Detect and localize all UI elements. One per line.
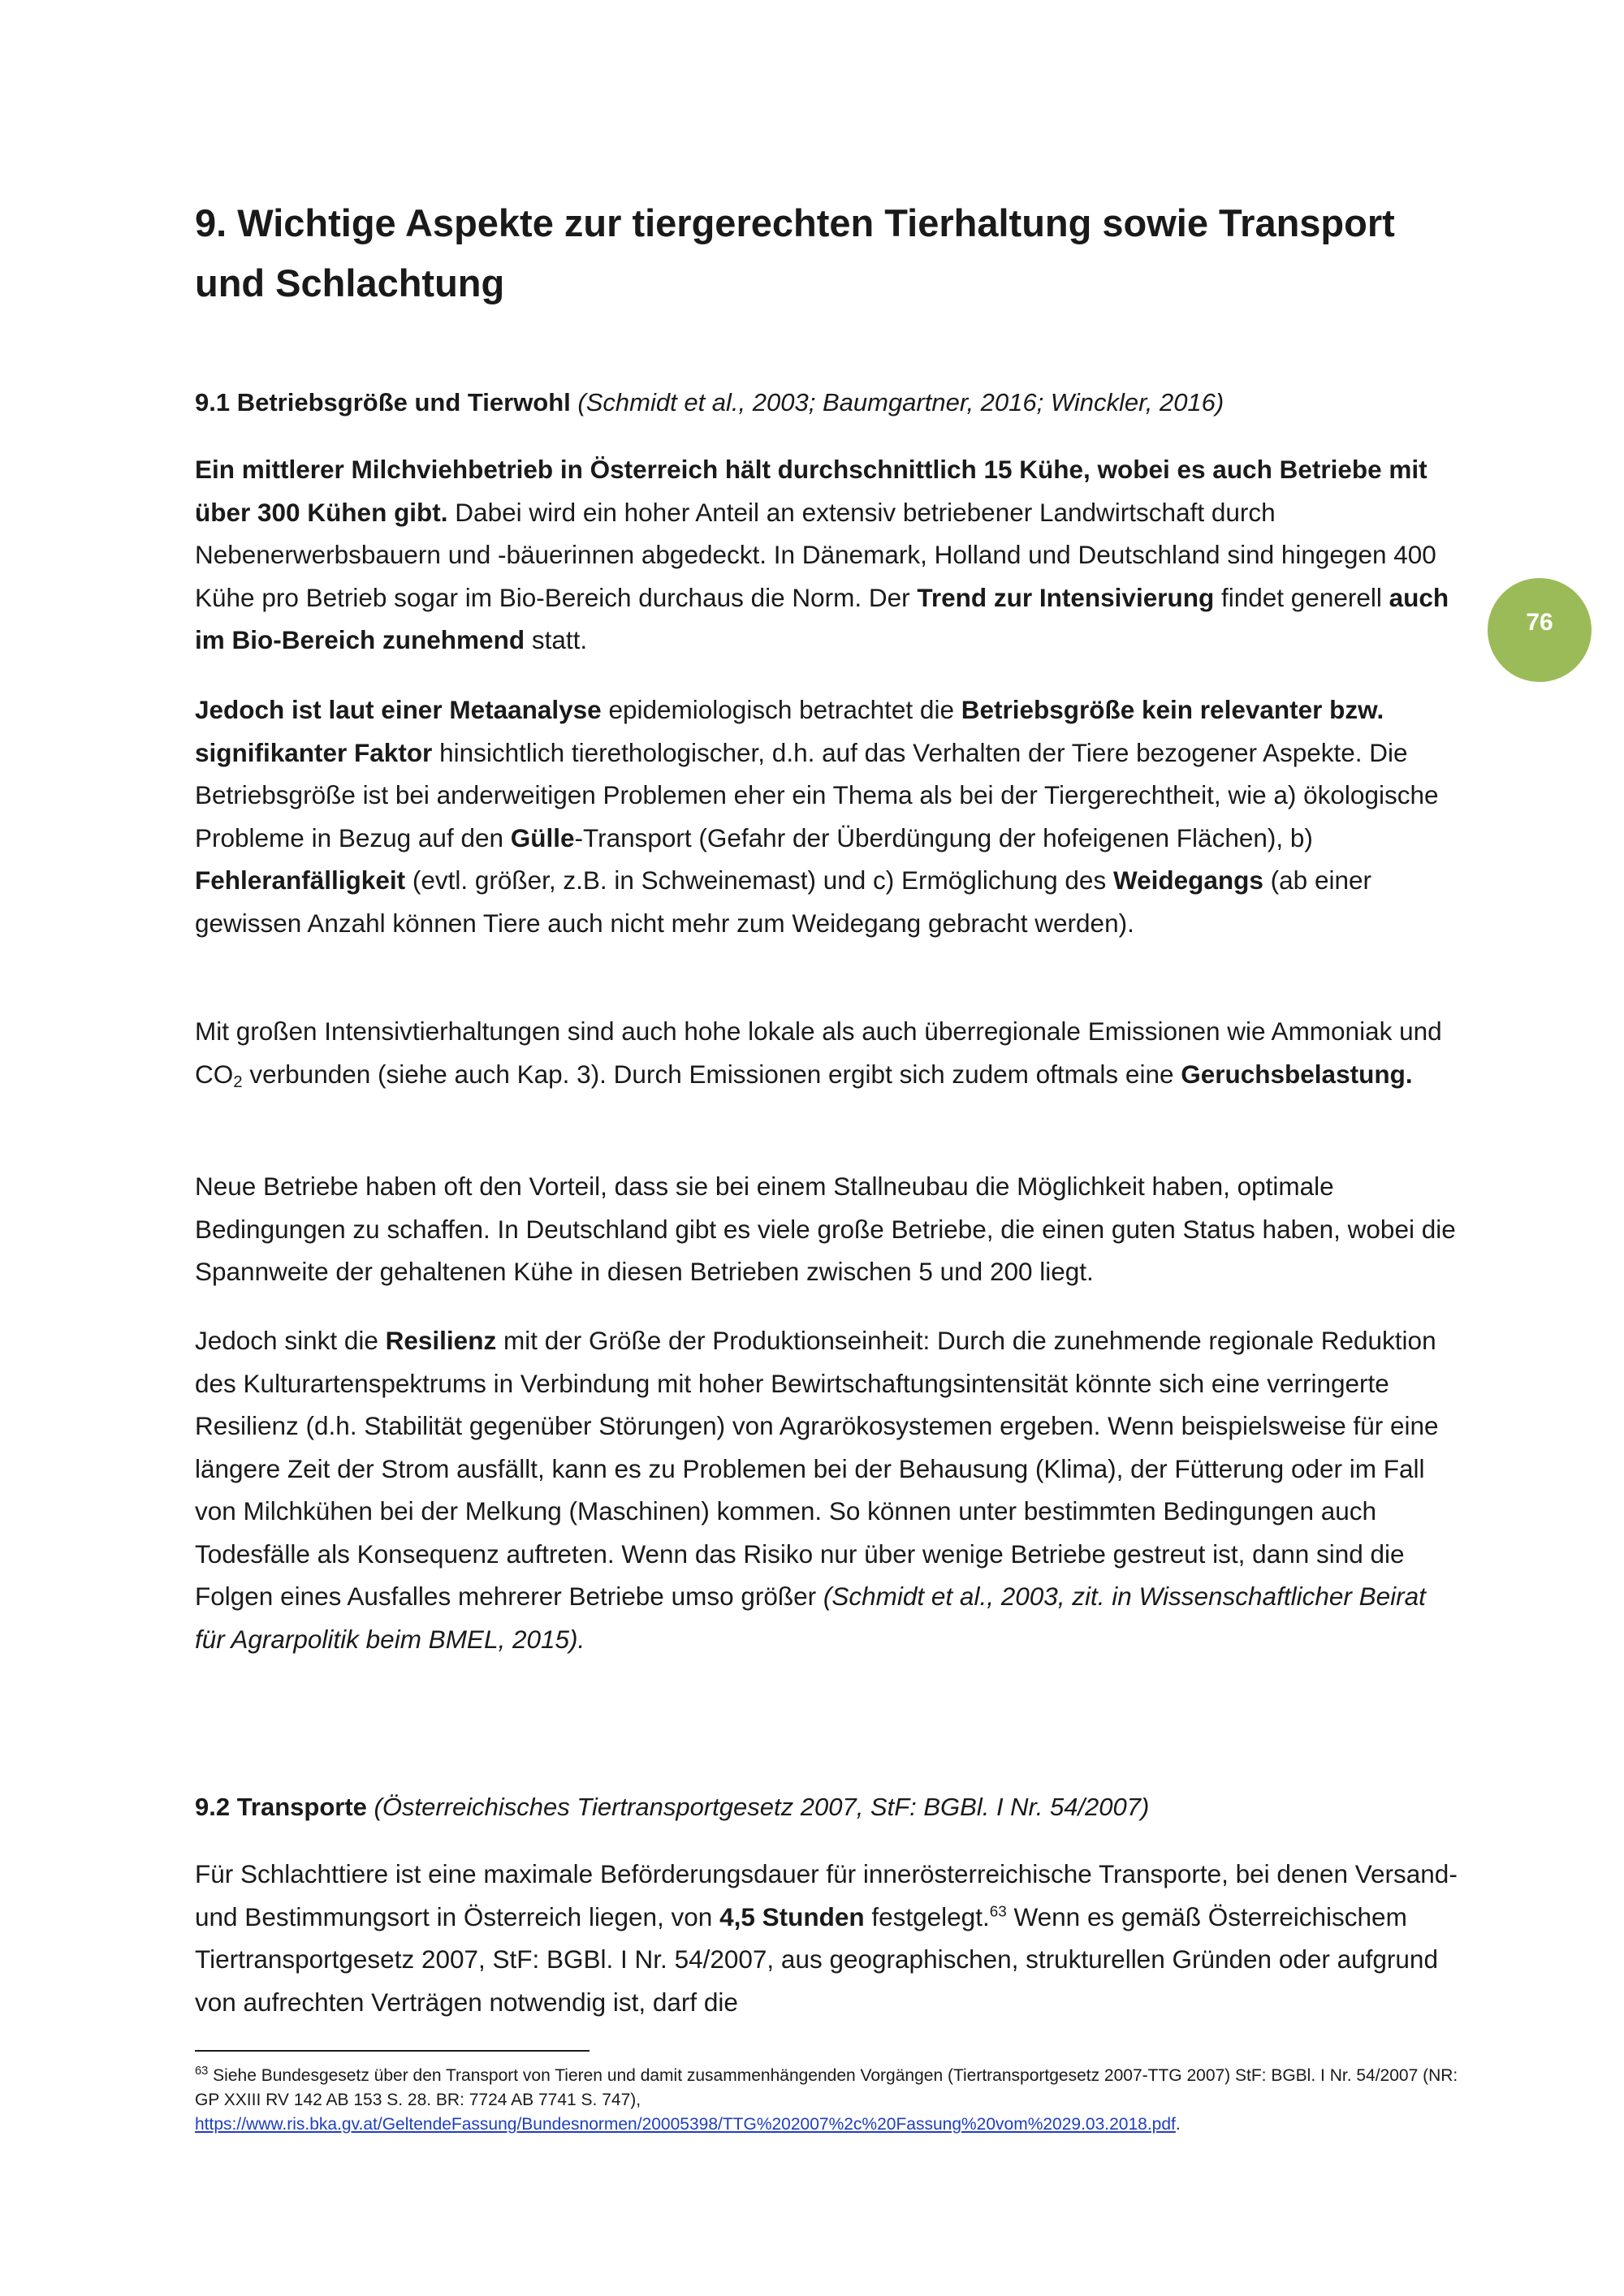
body-text: mit der Größe der Produktionseinheit: Durch die zunehmende regionale Reduktion des Kulturartenspektrums in Verbindung mit hoher Bewirtschaftungsintensität könnte sich eine verringerte Resilienz (d.h. Stabilität gegenüber Störungen) von Agrarökosystemen ergeben. Wenn beispielsweise für eine längere Zeit der Strom ausfällt, kann es zu Problemen bei der Behausung (Klima), der Fütterung oder im Fall von Milchkühen bei der Melkung (Maschinen) kommen. So können unter bestimmten Bedingungen auch Todesfälle als Konsequenz auftreten. Wenn das Risiko nur über wenige Betriebe gestreut ist, dann sind die Folgen eines Ausfalles mehrerer Betriebe umso größer xyxy=(195,1326,1439,1611)
page-number-badge xyxy=(1488,578,1592,682)
body-text: Wenn es gemäß Österreichischem Tiertransportgesetz 2007, StF: BGBl. I Nr. 54/2007, aus geographischen, strukturellen Gründen oder aufgrund von aufrechten Verträgen notwendig ist, darf die xyxy=(195,1901,1438,2017)
bold-text: auch im Bio-Bereich zunehmend xyxy=(195,582,1449,654)
body-text: (evtl. größer, z.B. in Schweinemast) und c) Ermöglichung des xyxy=(405,865,1113,895)
body-text: hinsichtlich tierethologischer, d.h. auf das Verhalten der Tiere bezogener Aspekte. Die Betriebsgröße ist bei anderweitigen Problemen eher ein Thema als bei der Tiergerechtheit, wie a) ökologische Probleme in Bezug auf den xyxy=(195,737,1439,852)
paragraph-betriebsgroesse xyxy=(195,448,1462,662)
body-text: findet generell xyxy=(1214,582,1389,612)
section-9-2-title: 9.2 Transporte xyxy=(195,1793,367,1821)
bold-text: Fehleranfälligkeit xyxy=(195,865,406,895)
footnote-63 xyxy=(195,2064,1462,2137)
section-9-2-heading xyxy=(195,1786,1149,1828)
body-text: verbunden (siehe auch Kap. 3). Durch Emissionen ergibt sich zudem oftmals eine xyxy=(242,1059,1181,1089)
paragraph-metaanalyse xyxy=(195,688,1462,944)
section-9-1-title: 9.1 Betriebsgröße und Tierwohl xyxy=(195,388,571,416)
bold-text: Weidegangs xyxy=(1112,865,1263,895)
section-9-1-citation: (Schmidt et al., 2003; Baumgartner, 2016; Winckler, 2016) xyxy=(577,388,1224,416)
section-9-1-heading xyxy=(195,382,1224,424)
footnote-reference[interactable]: 63 xyxy=(989,1903,1007,1921)
bold-text: 4,5 Stunden xyxy=(719,1901,865,1931)
paragraph-resilienz xyxy=(195,1319,1462,1660)
subscript: 2 xyxy=(233,1072,243,1091)
body-text: Für Schlachttiere ist eine maximale Beförderungsdauer für innerösterreichische Transporte, bei denen Versand- und Bestimmungsort in Österreich liegen, von xyxy=(195,1859,1458,1931)
bold-text: Jedoch ist laut einer Metaanalyse xyxy=(195,695,602,724)
body-text: Mit großen Intensivtierhaltungen sind auch hohe lokale als auch überregionale Emissionen wie Ammoniak und CO xyxy=(195,1016,1442,1089)
chapter-title: 9. Wichtige Aspekte zur tiergerechten Tierhaltung sowie Transport und Schlachtung xyxy=(195,201,1395,304)
body-text: (ab einer gewissen Anzahl können Tiere auch nicht mehr zum Weidegang gebracht werden). xyxy=(195,865,1371,938)
body-text: festgelegt. xyxy=(864,1901,990,1931)
bold-text: Trend zur Intensivierung xyxy=(917,582,1215,612)
paragraph-emissionen xyxy=(195,1010,1462,1095)
citation-text: (Schmidt et al., 2003, zit. in Wissenschaftlicher Beirat für Agrarpolitik beim BMEL, 2015). xyxy=(195,1582,1426,1654)
footnote-text: Siehe Bundesgesetz über den Transport von Tieren und damit zusammenhängenden Vorgängen (Tiertransportgesetz 2007-TTG 2007) StF: BGBl. I Nr. 54/2007 (NR: GP XXIII RV 142 AB 153 S. 28. BR: 7724 AB 7741 S. 747), xyxy=(195,2066,1458,2109)
bold-text: Ein mittlerer Milchviehbetrieb in Österreich hält durchschnittlich 15 Kühe, wobei es auch Betriebe mit über 300 Kühen gibt. xyxy=(195,455,1427,527)
bold-text: Resilienz xyxy=(385,1326,497,1355)
body-text: statt. xyxy=(525,625,588,654)
footnote-number: 63 xyxy=(195,2064,209,2078)
section-9-2-citation: (Österreichisches Tiertransportgesetz 2007, StF: BGBl. I Nr. 54/2007) xyxy=(374,1793,1150,1821)
bold-text: Geruchsbelastung. xyxy=(1181,1059,1413,1089)
body-text: -Transport (Gefahr der Überdüngung der hofeigenen Flächen), b) xyxy=(574,822,1313,852)
page-number: 76 xyxy=(1526,609,1553,636)
body-text: Dabei wird ein hoher Anteil an extensiv betriebener Landwirtschaft durch Nebenerwerbsbauern und -bäuerinnen abgedeckt. In Dänemark, Holland und Deutschland sind hingegen 400 Kühe pro Betrieb sogar im Bio-Bereich durchaus die Norm. Der xyxy=(195,497,1436,612)
footnote-divider xyxy=(195,2050,590,2052)
paragraph-transporte xyxy=(195,1853,1462,2023)
body-text: Jedoch sinkt die xyxy=(195,1326,386,1355)
bold-text: Gülle xyxy=(510,822,575,852)
footnote-link[interactable]: https://www.ris.bka.gv.at/GeltendeFassung/Bundesnormen/20005398/TTG%202007%2c%20Fassung%20vom%2029.03.2018.pdf xyxy=(195,2115,1176,2134)
paragraph-neue-betriebe xyxy=(195,1165,1462,1293)
footnote-period: . xyxy=(1175,2115,1181,2134)
bold-text: Betriebsgröße kein relevanter bzw. signifikanter Faktor xyxy=(195,695,1384,767)
body-text: epidemiologisch betrachtet die xyxy=(601,695,961,724)
body-text: Neue Betriebe haben oft den Vorteil, dass sie bei einem Stallneubau die Möglichkeit haben, optimale Bedingungen zu schaffen. In Deutschland gibt es viele große Betriebe, die einen guten Status haben, wobei die Spannweite der gehaltenen Kühe in diesen Betrieben zwischen 5 und 200 liegt. xyxy=(195,1172,1456,1286)
